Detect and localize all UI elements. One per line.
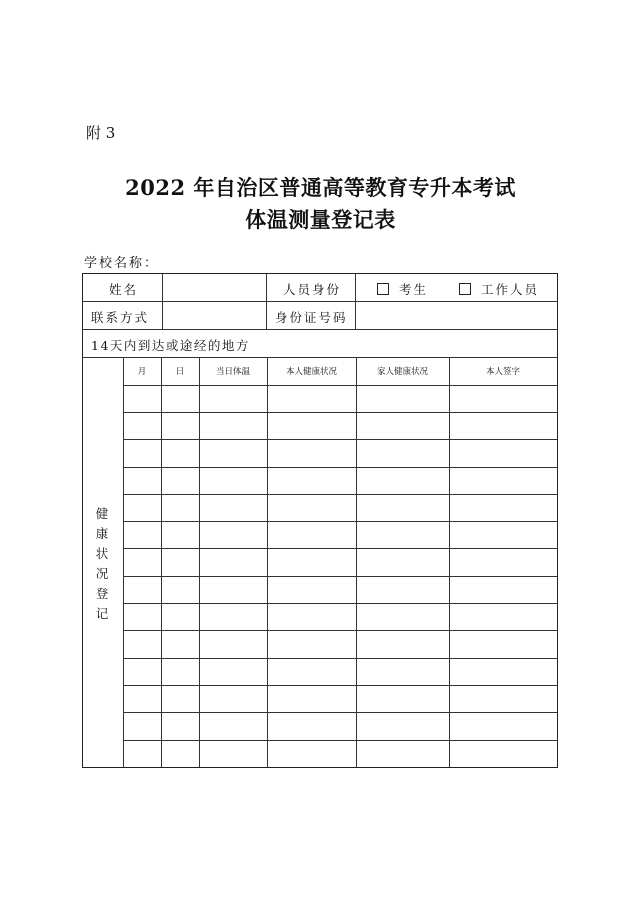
contact-label: 联系方式	[91, 310, 150, 325]
row-divider	[123, 740, 557, 741]
column-header-signature: 本人签字	[485, 367, 520, 377]
row-divider	[83, 357, 557, 358]
row-divider	[123, 521, 557, 522]
col-divider	[267, 357, 268, 767]
name-label: 姓名	[109, 282, 139, 297]
appendix-label: 附 3	[86, 124, 116, 142]
row-divider	[123, 685, 557, 686]
column-header-temperature: 当日体温	[215, 367, 250, 377]
name-field[interactable]	[163, 274, 266, 301]
row-divider	[123, 439, 557, 440]
col-divider	[449, 357, 450, 767]
staff-option[interactable]	[459, 280, 539, 298]
column-header-day: 日	[175, 367, 185, 377]
identity-label: 人员身份	[283, 282, 342, 297]
row-divider	[123, 467, 557, 468]
page-subtitle: 体温测量登记表	[245, 207, 396, 232]
examinee-option[interactable]	[377, 280, 428, 298]
col-divider	[266, 274, 267, 329]
staff-option-label: 工作人员	[481, 282, 540, 297]
contact-field[interactable]	[163, 302, 266, 329]
school-name-label: 学校名称：	[84, 256, 160, 271]
page-title: 2022 年自治区普通高等教育专升本考试	[125, 175, 516, 200]
row-divider	[123, 658, 557, 659]
row-divider	[123, 494, 557, 495]
row-divider	[123, 412, 557, 413]
column-header-family-health: 家人健康状况	[376, 367, 428, 377]
col-divider	[356, 357, 357, 767]
examinee-option-label: 考生	[399, 282, 429, 297]
health-registration-section-label: 健 康 状 况 登 记	[95, 506, 109, 621]
row-divider	[123, 630, 557, 631]
registration-table	[82, 273, 558, 768]
row-divider	[123, 576, 557, 577]
column-header-own-health: 本人健康状况	[285, 367, 337, 377]
travel-label: 14天内到达或途经的地方	[91, 338, 250, 353]
examinee-checkbox[interactable]	[377, 283, 389, 295]
id-number-label: 身份证号码	[275, 310, 348, 325]
staff-checkbox[interactable]	[459, 283, 471, 295]
row-divider	[123, 548, 557, 549]
row-divider	[83, 329, 557, 330]
column-header-month: 月	[137, 367, 147, 377]
col-divider	[123, 357, 124, 767]
row-divider	[123, 385, 557, 386]
row-divider	[123, 603, 557, 604]
id-number-field[interactable]	[356, 302, 556, 329]
col-divider	[199, 357, 200, 767]
col-divider	[161, 357, 162, 767]
row-divider	[123, 712, 557, 713]
